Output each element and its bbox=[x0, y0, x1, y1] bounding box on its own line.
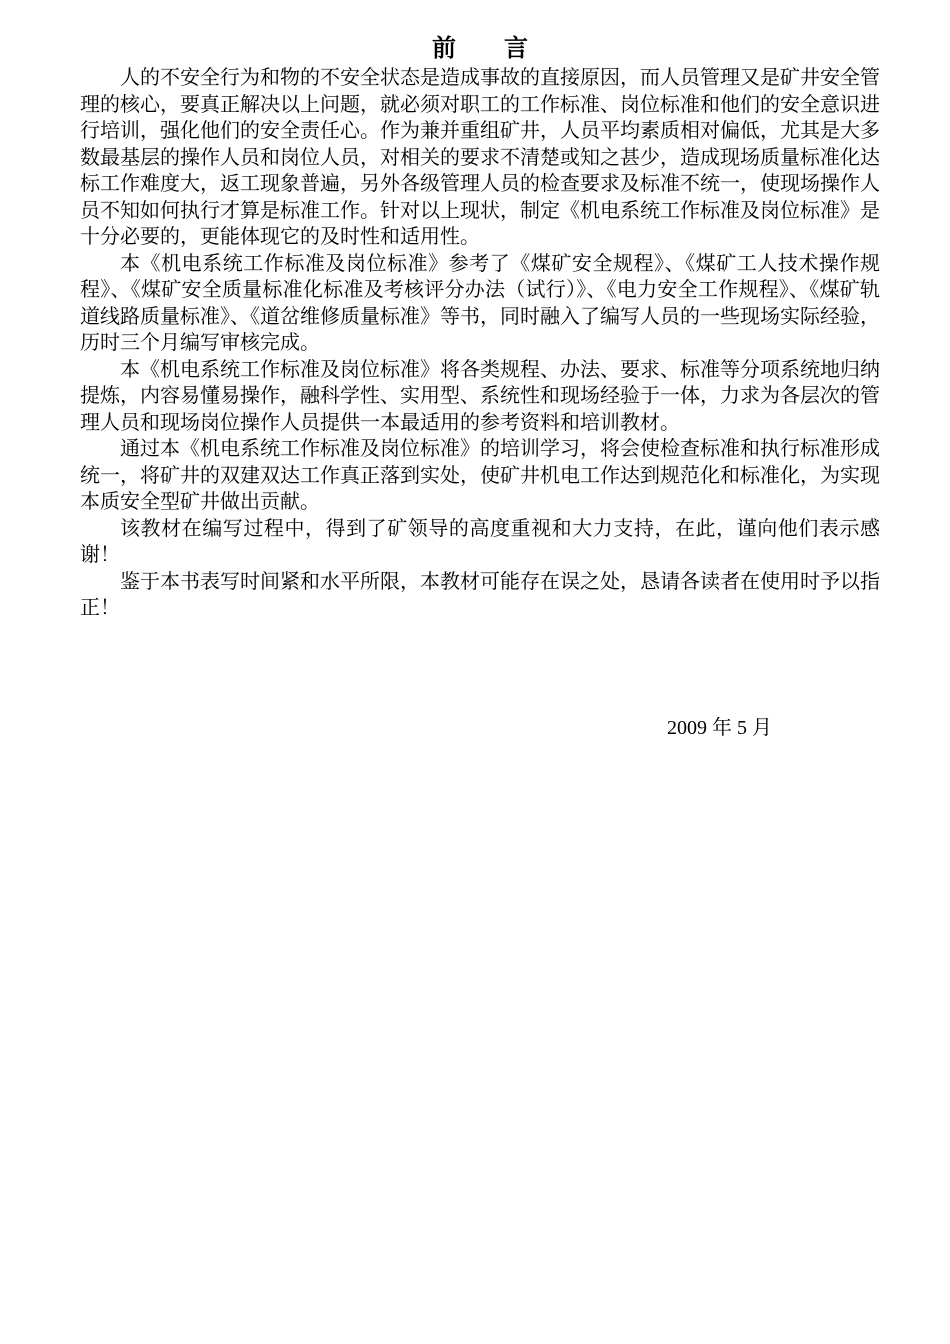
paragraph-5: 该教材在编写过程中，得到了矿领导的高度重视和大力支持，在此，谨向他们表示感谢！ bbox=[80, 515, 880, 566]
paragraph-6: 鉴于本书表写时间紧和水平所限，本教材可能存在误之处，恳请各读者在使用时予以指正！ bbox=[80, 568, 880, 619]
paragraph-1: 人的不安全行为和物的不安全状态是造成事故的直接原因，而人员管理又是矿井安全管理的核心，要真正解决以上问题，就必须对职工的工作标准、岗位标准和他们的安全意识进行培训，强化他们的安全责任心。作为兼并重组矿井，人员平均素质相对偏低，尤其是大多数最基层的操作人员和岗位人员，对相关的要求不清楚或知之甚少，造成现场质量标准化达标工作难度大，返工现象普遍，另外各级管理人员的检查要求及标准不统一，使现场操作人员不知如何执行才算是标准工作。针对以上现状，制定《机电系统工作标准及岗位标准》是十分必要的，更能体现它的及时性和适用性。 bbox=[80, 65, 880, 248]
document-body bbox=[80, 32, 880, 621]
paragraph-3: 本《机电系统工作标准及岗位标准》将各类规程、办法、要求、标准等分项系统地归纳提炼，内容易懂易操作，融科学性、实用型、系统性和现场经验于一体，力求为各层次的管理人员和现场岗位操作人员提供一本最适用的参考资料和培训教材。 bbox=[80, 356, 880, 434]
paragraph-4: 通过本《机电系统工作标准及岗位标准》的培训学习，将会使检查标准和执行标准形成统一，将矿井的双建双达工作真正落到实处，使矿井机电工作达到规范化和标准化，为实现本质安全型矿井做出贡献。 bbox=[80, 436, 880, 513]
signature-date: 2009 年 5 月 bbox=[667, 717, 772, 739]
page-title: 前 言 bbox=[432, 33, 528, 62]
paragraph-2: 本《机电系统工作标准及岗位标准》参考了《煤矿安全规程》、《煤矿工人技术操作规程》、《煤矿安全质量标准化标准及考核评分办法（试行）》、《电力安全工作规程》、《煤矿轨道线路质量标准》、《道岔维修质量标准》等书，同时融入了编写人员的一些现场实际经验，历时三个月编写审核完成。 bbox=[80, 250, 880, 354]
